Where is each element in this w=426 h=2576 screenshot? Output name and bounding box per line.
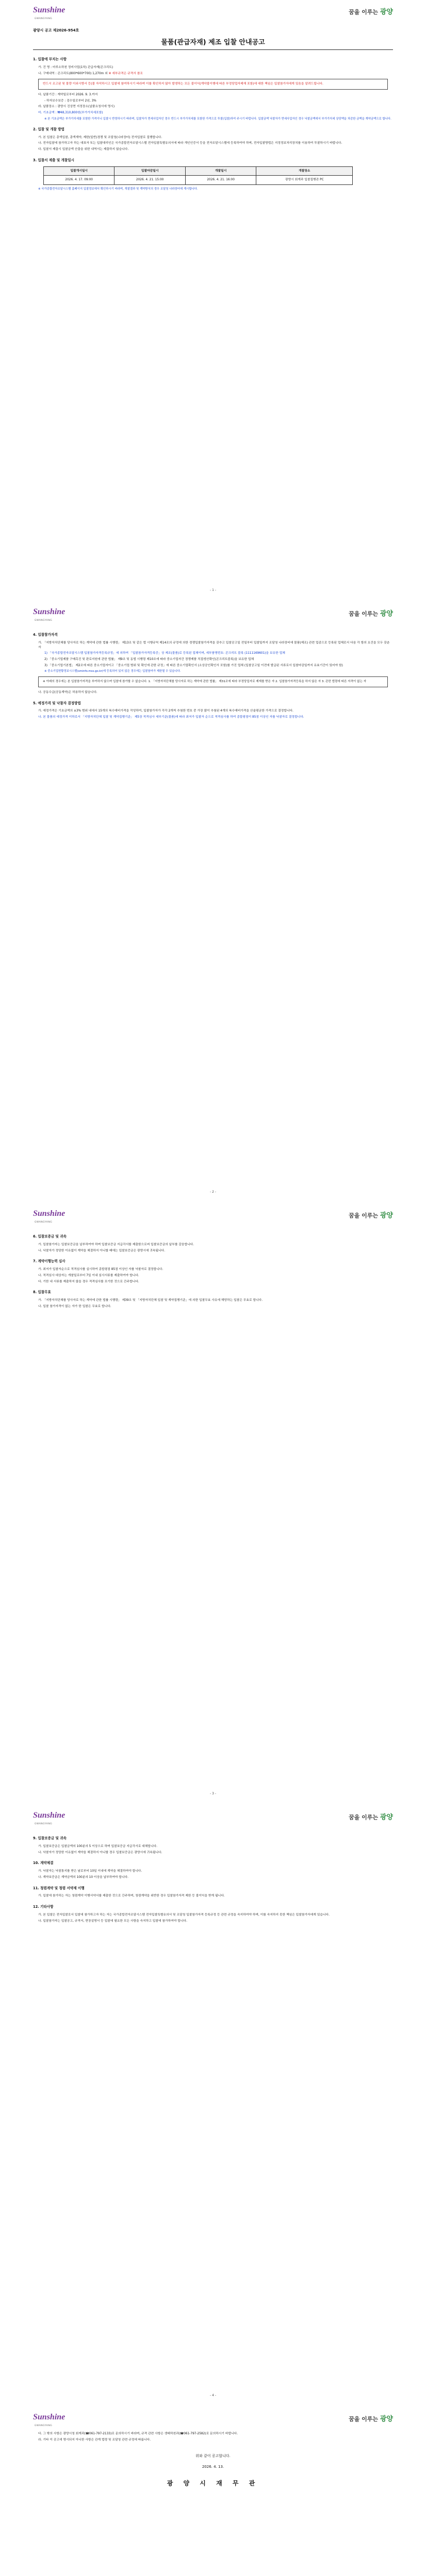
- schedule-header: 입찰마감일시: [114, 166, 185, 176]
- logo-city: 광양: [380, 610, 393, 618]
- s4-warning-box: ※ 아래의 경우에는 본 입찰참가자격을 부여하지 않으며 입찰에 참가할 수 없습니다. 1. 「지방자치단체를 당사자로 하는 계약에 관한 법률」 제31조에 따라 부정당업자로 제재를 받은 자 2. 입찰참가자격등록을 하지 않은 자 3. 관련 법령에 따른 자격이 없는 자: [38, 676, 388, 687]
- section-3-title: 3. 입찰서 제출 및 개찰일시: [33, 158, 74, 162]
- city-logo: [349, 7, 393, 18]
- s12-item-3: 다. 그 밖의 사항은 광양시청 회계과(☎061-797-2133)로 문의하시기 바라며, 규격 관련 사항은 생태하천과(☎061-797-2582)로 문의하시기 바랍니다.: [38, 2432, 238, 2435]
- section-12-title: 12. 기타사항: [33, 1905, 54, 1909]
- city-logo: [349, 2414, 393, 2425]
- header-logos: [33, 1805, 393, 1830]
- header-logos: [33, 602, 393, 626]
- s1-delivery: 다. 납품기간 : 계약일로부터 2026. 9. 3.까지: [38, 93, 98, 96]
- section-4-title: 4. 입찰참가자격: [33, 633, 58, 637]
- section-9-title: 9. 입찰보증금 및 귀속: [33, 1836, 67, 1840]
- s1-spec-note: ※ 세부규격은 규격서 참조: [108, 72, 143, 75]
- logo-slogan: 꿈을 이루는: [349, 9, 379, 16]
- s1-amount-note: ※ 본 기초금액은 부가가치세를 포함한 가격이니 입찰시 반영하시기 바라며, 입찰자가 면세사업자인 경우 반드시 부가가치세를 포함한 가격으로 투찰(입찰)하여 주시기 바랍니다. 입찰금액 낙찰자가 면세사업자인 경우 낙찰금액에서 부가가치세 상당액을 차감한 금액을 계약금액으로 합니다.: [44, 117, 391, 121]
- s8-item-1: 가. 「지방자치단체를 당사자로 하는 계약에 관한 법률 시행령」 제39조 및 「지방자치단체 입찰 및 계약집행기준」에 의한 입찰무효 사유에 해당하는 입찰은 무효로 합니다.: [38, 1299, 263, 1302]
- logo-left-text: Sunshine: [33, 1810, 65, 1820]
- schedule-header-row: [44, 166, 353, 176]
- title-divider: [33, 49, 393, 50]
- page-3: [0, 1204, 426, 1805]
- s1-warning-box: 반드시 조고된 및 물량 이외시방서 등(물 자석하시고 입찰에 참여하시기 바라며 이를 확인하지 않아 발생하는 모든 불이익(계약불이행에 따른 부정당업자제재 포함)에 대한 책임은 입찰참가자에게 있음을 알려드립니다.: [38, 79, 388, 90]
- logo-left-sub: GWANGYANG: [35, 619, 53, 622]
- city-logo: [349, 1812, 393, 1823]
- logo-left-sub: GWANGYANG: [35, 2424, 53, 2427]
- city-logo: [349, 1211, 393, 1221]
- schedule-header: 입찰개시일시: [44, 166, 114, 176]
- s2-item-2: 나. 전자입찰에 참가하고자 하는 대표자 또는 입찰대리인은 국가종합전자조달시스템 전자입찰특별유의서에 따라 개인인증서 등을 전자조달시스템에 등록하여야 하며, 전자입찰방법은 지정정보처리장치를 이용하여 투찰하시기 바랍니다.: [38, 142, 342, 145]
- page-2: [0, 602, 426, 1204]
- s4-item-5: 나. 공동수급(공동계약)은 허용하지 않습니다.: [38, 690, 97, 694]
- logo-slogan: 꿈을 이루는: [349, 1212, 379, 1219]
- logo-left-text: Sunshine: [33, 2412, 65, 2421]
- page-number: - 4 -: [210, 2394, 216, 2397]
- section-11-title: 11. 청렴계약 및 청렴 서약제 이행: [33, 1886, 85, 1890]
- page-number: - 3 -: [210, 1792, 216, 1795]
- s9-item-2: 나. 낙찰자가 정당한 이유없이 계약을 체결하지 아니할 경우 입찰보증금은 광양시에 귀속됩니다.: [38, 1851, 162, 1854]
- s7-item-2: 나. 적격심사 대상자는 개찰일로부터 7일 이내 심사서류를 제출하여야 합니다.: [38, 1274, 139, 1277]
- s4-item-2: 1) 「국가종합전자조달시스템 입찰참가자격등록규정」에 의하여 「입찰참가자격등록증」상 제조(물품)로 등록된 업체이며, 세부품명번호: 콘크리트 블록 (1111169601)을 보유한 업체: [44, 652, 285, 655]
- section-8-title: 8. 입찰무효: [33, 1290, 51, 1295]
- logo-left-text: Sunshine: [33, 607, 65, 616]
- section-7-title: 7. 계약이행능력 심사: [33, 1259, 65, 1264]
- s4-item-3: 2) 「중소기업제품 구매촉진 및 판로지원에 관한 법률」 제9조 및 동법 시행령 제10조에 따라 중소기업자간 경쟁제품 직접생산확인(콘크리트블록)을 보유한 업체: [44, 657, 254, 661]
- section-1-title: 1. 입찰에 부치는 사항: [33, 57, 67, 61]
- page-number: - 2 -: [210, 1190, 216, 1194]
- logo-city: 광양: [380, 1212, 393, 1220]
- doc-title: 물품(관급자재) 제조 입찰 안내공고: [161, 38, 265, 46]
- s4-item-4: 3) 「중소기업기본법」 제2조에 따른 중소기업자이고 「중소기업 범위 및 확인에 관한 규정」에 따른 중소기업확인서 (소상공인확인서 포함)를 가진 업체 (입찰공고일 이전에 발급된 서류로서 입찰마감일까지 유효기간이 있어야 함): [44, 664, 343, 667]
- logo-slogan: 꿈을 이루는: [349, 2416, 379, 2423]
- s1-base-amount: 마. 기초금액 : ₩48,310,800원(부가가치세포함): [38, 111, 103, 115]
- s2-item-3: 다. 입찰서 제출시 입찰금액 산출을 위한 내역서는 제출하지 않습니다.: [38, 148, 129, 151]
- s12-item-1: 가. 본 입찰은 전자입찰로서 입찰에 참가하고자 하는 자는 국가종합전자조달시스템 전자입찰특별유의서 및 조달청 입찰참가자격 등록규정 등 관련 규정을 숙지하여야 하며, 이를 숙지하지 못한 책임은 입찰참가자에게 있습니다.: [38, 1913, 330, 1917]
- s4-item-1: 가. 「지방자치단체를 당사자로 하는 계약에 관한 법률 시행령」 제13조 및 같은 법 시행규칙 제14조의 규정에 의한 경쟁입찰참가자격을 갖추고 입찰공고일 전일부터 입찰일까지 조달청 나라장터에 물품(제조) 관련 업종으로 등록된 업체로서 다음 각 항의 요건을 모두 갖춘 자: [38, 641, 390, 649]
- sunshine-logo: [33, 1208, 65, 1225]
- logo-left-text: Sunshine: [33, 5, 65, 14]
- logo-city: 광양: [380, 8, 393, 16]
- logo-slogan: 꿈을 이루는: [349, 611, 379, 618]
- s6-item-2: 나. 낙찰자가 정당한 이유없이 계약을 체결하지 아니할 때에는 입찰보증금은 광양시에 귀속됩니다.: [38, 1249, 166, 1252]
- schedule-cell: 2026. 4. 21. 15:00: [114, 176, 185, 185]
- schedule-table: [43, 166, 353, 185]
- logo-left-sub: GWANGYANG: [35, 17, 53, 20]
- schedule-cell: 2026. 4. 21. 16:00: [185, 176, 256, 185]
- s2-item-1: 가. 본 입찰은 총액입찰, 총액계약, 제한(일반)경쟁 및 조달청(나라장터) 전자입찰로 집행합니다.: [38, 135, 162, 139]
- page-1: [0, 0, 426, 602]
- header-logos: [33, 0, 393, 25]
- s9-item-1: 가. 입찰보증금은 입찰금액의 100분의 5 이상으로 하며 입찰보증금 지급각서로 대체합니다.: [38, 1844, 158, 1848]
- logo-left-sub: GWANGYANG: [35, 1822, 53, 1825]
- s1-item-name: 가. 건 명 : 마루소하천 정비사업(1차) 관급자재(콘크리트): [38, 65, 113, 69]
- logo-city: 광양: [380, 1814, 393, 1822]
- section-10-title: 10. 계약체결: [33, 1861, 54, 1866]
- closing-date: 2026. 4. 13.: [202, 2464, 224, 2469]
- s6-item-1: 가. 입찰참가자는 입찰보증금을 납부하여야 하며 입찰보증금 지급각서를 제출함으로써 입찰보증금의 납부를 갈음합니다.: [38, 1243, 194, 1246]
- page-5: [0, 2407, 426, 2576]
- s11-item-1: 가. 입찰에 참가하는 자는 청렴계약 이행서약서를 제출한 것으로 간주하며, 청렴계약을 위반한 경우 입찰참가자격 제한 등 불이익을 받게 됩니다.: [38, 1894, 225, 1898]
- sunshine-logo: [33, 2411, 65, 2428]
- schedule-row: [44, 176, 353, 185]
- logo-city: 광양: [380, 2415, 393, 2424]
- s5-item-2: 나. 본 물품의 예정가격 이하로서 「지방자치단체 입찰 및 계약집행기준」 제5장 적격심사 세부기준(물품)에 따라 최저가 입찰자 순으로 적격심사를 하여 종합평점이 85점 이상인 자를 낙찰자로 결정합니다.: [38, 716, 304, 719]
- schedule-cell: 광양시 회계과 입찰집행관 PC: [256, 176, 353, 185]
- s1-item-qty: 나. 구매내역 : 콘크리트(800*600*700) 1,270m 외 ※ 세부규격은 규격서 참조: [38, 72, 143, 75]
- sunshine-logo: [33, 1809, 65, 1826]
- section-5-title: 5. 예정가격 및 낙찰자 결정방법: [33, 701, 81, 705]
- header-logos: [33, 1204, 393, 1228]
- sunshine-logo: [33, 606, 65, 623]
- section-6-title: 6. 입찰보증금 및 귀속: [33, 1234, 67, 1239]
- s3-note: ※ 국가종합전자조달시스템 홈페이지 입찰정보에서 확인하시기 바라며, 개찰결과 및 계약방식의 경우 조달청 나라장터에 게시합니다.: [38, 188, 198, 191]
- s1-place: 라. 납품장소 : 광양시 진상면 지정장소(납품요청서에 명시): [38, 105, 115, 109]
- sunshine-logo: [33, 4, 65, 21]
- s7-item-3: 다. 기한 내 서류를 제출하지 않을 경우 적격심사를 포기한 것으로 간주합니다.: [38, 1280, 139, 1283]
- schedule-header: 개찰장소: [256, 166, 353, 176]
- section-2-title: 2. 입찰 및 개찰 방법: [33, 127, 64, 131]
- s5-item-1: 가. 예정가격은 기초금액의 ±3% 범위 내에서 15개의 복수예비가격을 작성하여, 입찰참가자가 각각 2개씩 추첨한 번호 중 가장 많이 추첨된 4개의 복수예비가격을 산술평균한 가격으로 결정합니다.: [38, 709, 293, 713]
- logo-slogan: 꿈을 이루는: [349, 1814, 379, 1821]
- s7-item-1: 가. 최저가 입찰자순으로 적격심사를 실시하여 종합평점 85점 이상인 자를 낙찰자로 결정합니다.: [38, 1268, 163, 1272]
- s4-note: ※ 중소기업현황정보시스템(sminfo.mss.go.kr)에 등록되어 있지 않은 경우에는 입찰참여가 제한될 수 있습니다.: [44, 670, 181, 673]
- closing-text: 위와 같이 공고합니다.: [195, 2454, 231, 2459]
- s8-item-2: 나. 입찰 참가자격이 없는 자가 한 입찰은 무효로 합니다.: [38, 1304, 111, 1308]
- s10-item-1: 가. 낙찰자는 낙찰통지를 받은 날로부터 10일 이내에 계약을 체결하여야 합니다.: [38, 1870, 142, 1873]
- header-logos: [33, 2407, 393, 2432]
- s10-item-2: 나. 계약보증금은 계약금액의 100분의 10 이상을 납부하여야 합니다.: [38, 1875, 129, 1879]
- logo-left-text: Sunshine: [33, 1209, 65, 1218]
- city-logo: [349, 609, 393, 619]
- issuer-signature: 광 양 시 재 무 관: [167, 2480, 259, 2487]
- s1-warranty: - 하자보수보증 : 검수일로부터 2년, 3%: [44, 99, 96, 103]
- doc-number: 광양시 공고 제2026-954호: [33, 28, 79, 32]
- s12-item-4: 라. 기타 이 공고에 명시되지 아니한 사항은 관계 법령 및 조달청 관련 규정에 따릅니다.: [38, 2438, 151, 2442]
- schedule-cell: 2026. 4. 17. 09:00: [44, 176, 114, 185]
- logo-left-sub: GWANGYANG: [35, 1221, 53, 1224]
- s12-item-2: 나. 입찰참가자는 입찰공고, 규격서, 현장설명서 등 입찰에 필요한 모든 사항을 숙지하고 입찰에 참가하여야 합니다.: [38, 1919, 187, 1923]
- schedule-header: 개찰일시: [185, 166, 256, 176]
- page-4: [0, 1805, 426, 2407]
- page-number: - 1 -: [210, 588, 216, 592]
